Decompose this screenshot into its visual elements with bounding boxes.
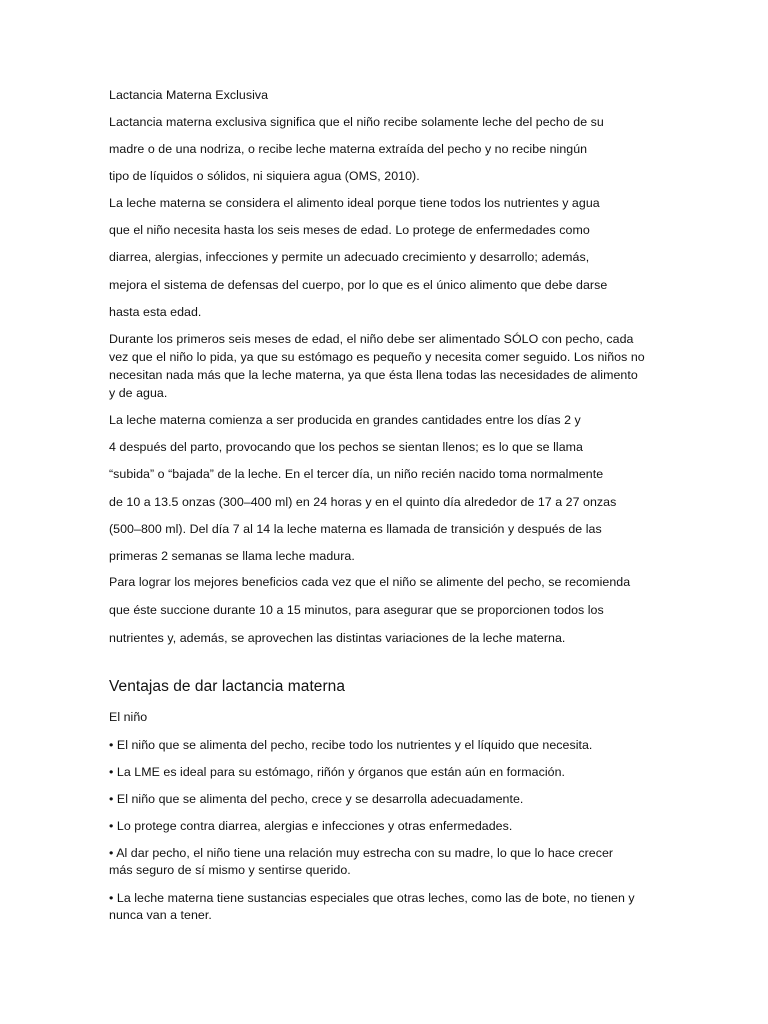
paragraph-line: primeras 2 semanas se llama leche madura. xyxy=(109,549,355,563)
paragraph-line: (500–800 ml). Del día 7 al 14 la leche materna es llamada de transición y después de las xyxy=(109,522,602,536)
paragraph-line: Para lograr los mejores beneficios cada vez que el niño se alimente del pecho, se recomienda xyxy=(109,575,631,589)
bullet-item: • La leche materna tiene sustancias especiales que otras leches, como las de bote, no tienen y xyxy=(109,891,635,905)
paragraph-line: que el niño necesita hasta los seis meses de edad. Lo protege de enfermedades como xyxy=(109,223,590,237)
paragraph-line: La leche materna se considera el alimento ideal porque tiene todos los nutrientes y agua xyxy=(109,196,600,210)
paragraph-line: de 10 a 13.5 onzas (300–400 ml) en 24 horas y en el quinto día alrededor de 17 a 27 onzas xyxy=(109,495,617,509)
bullet-item: • Lo protege contra diarrea, alergias e infecciones y otras enfermedades. xyxy=(109,819,513,833)
bullet-item: • Al dar pecho, el niño tiene una relación muy estrecha con su madre, lo que lo hace crecer xyxy=(109,846,614,860)
section-heading: Ventajas de dar lactancia materna xyxy=(109,678,346,695)
paragraph-line: Durante los primeros seis meses de edad, el niño debe ser alimentado SÓLO con pecho, cada xyxy=(109,332,634,346)
bullet-item: • La LME es ideal para su estómago, riñón y órganos que están aún en formación. xyxy=(109,765,566,779)
paragraph-line: Lactancia materna exclusiva significa que el niño recibe solamente leche del pecho de su xyxy=(109,115,604,129)
paragraph-line: que éste succione durante 10 a 15 minutos, para asegurar que se proporcionen todos los xyxy=(109,603,604,617)
paragraph-line: mejora el sistema de defensas del cuerpo, por lo que es el único alimento que debe darse xyxy=(109,278,608,292)
paragraph-line: madre o de una nodriza, o recibe leche materna extraída del pecho y no recibe ningún xyxy=(109,142,588,156)
subheading: El niño xyxy=(109,710,148,724)
paragraph-line: hasta esta edad. xyxy=(109,305,202,319)
paragraph-line: “subida” o “bajada” de la leche. En el tercer día, un niño recién nacido toma normalmente xyxy=(109,467,604,481)
paragraph-line: La leche materna comienza a ser producida en grandes cantidades entre los días 2 y xyxy=(109,413,581,427)
paragraph-line: y de agua. xyxy=(109,386,168,400)
paragraph-line: necesitan nada más que la leche materna, ya que ésta llena todas las necesidades de alimento xyxy=(109,368,638,382)
bullet-item-continuation: más seguro de sí mismo y sentirse querido. xyxy=(109,863,351,877)
bullet-item-continuation: nunca van a tener. xyxy=(109,908,212,922)
paragraph-line: tipo de líquidos o sólidos, ni siquiera agua (OMS, 2010). xyxy=(109,169,420,183)
document-title: Lactancia Materna Exclusiva xyxy=(109,88,269,102)
paragraph-line: nutrientes y, además, se aprovechen las distintas variaciones de la leche materna. xyxy=(109,631,566,645)
paragraph-line: 4 después del parto, provocando que los pechos se sientan llenos; es lo que se llama xyxy=(109,440,583,454)
bullet-item: • El niño que se alimenta del pecho, crece y se desarrolla adecuadamente. xyxy=(109,792,524,806)
bullet-item: • El niño que se alimenta del pecho, recibe todo los nutrientes y el líquido que necesita. xyxy=(109,738,593,752)
paragraph-line: vez que el niño lo pida, ya que su estómago es pequeño y necesita comer seguido. Los niños no xyxy=(109,350,645,364)
paragraph-line: diarrea, alergias, infecciones y permite un adecuado crecimiento y desarrollo; además, xyxy=(109,250,590,264)
